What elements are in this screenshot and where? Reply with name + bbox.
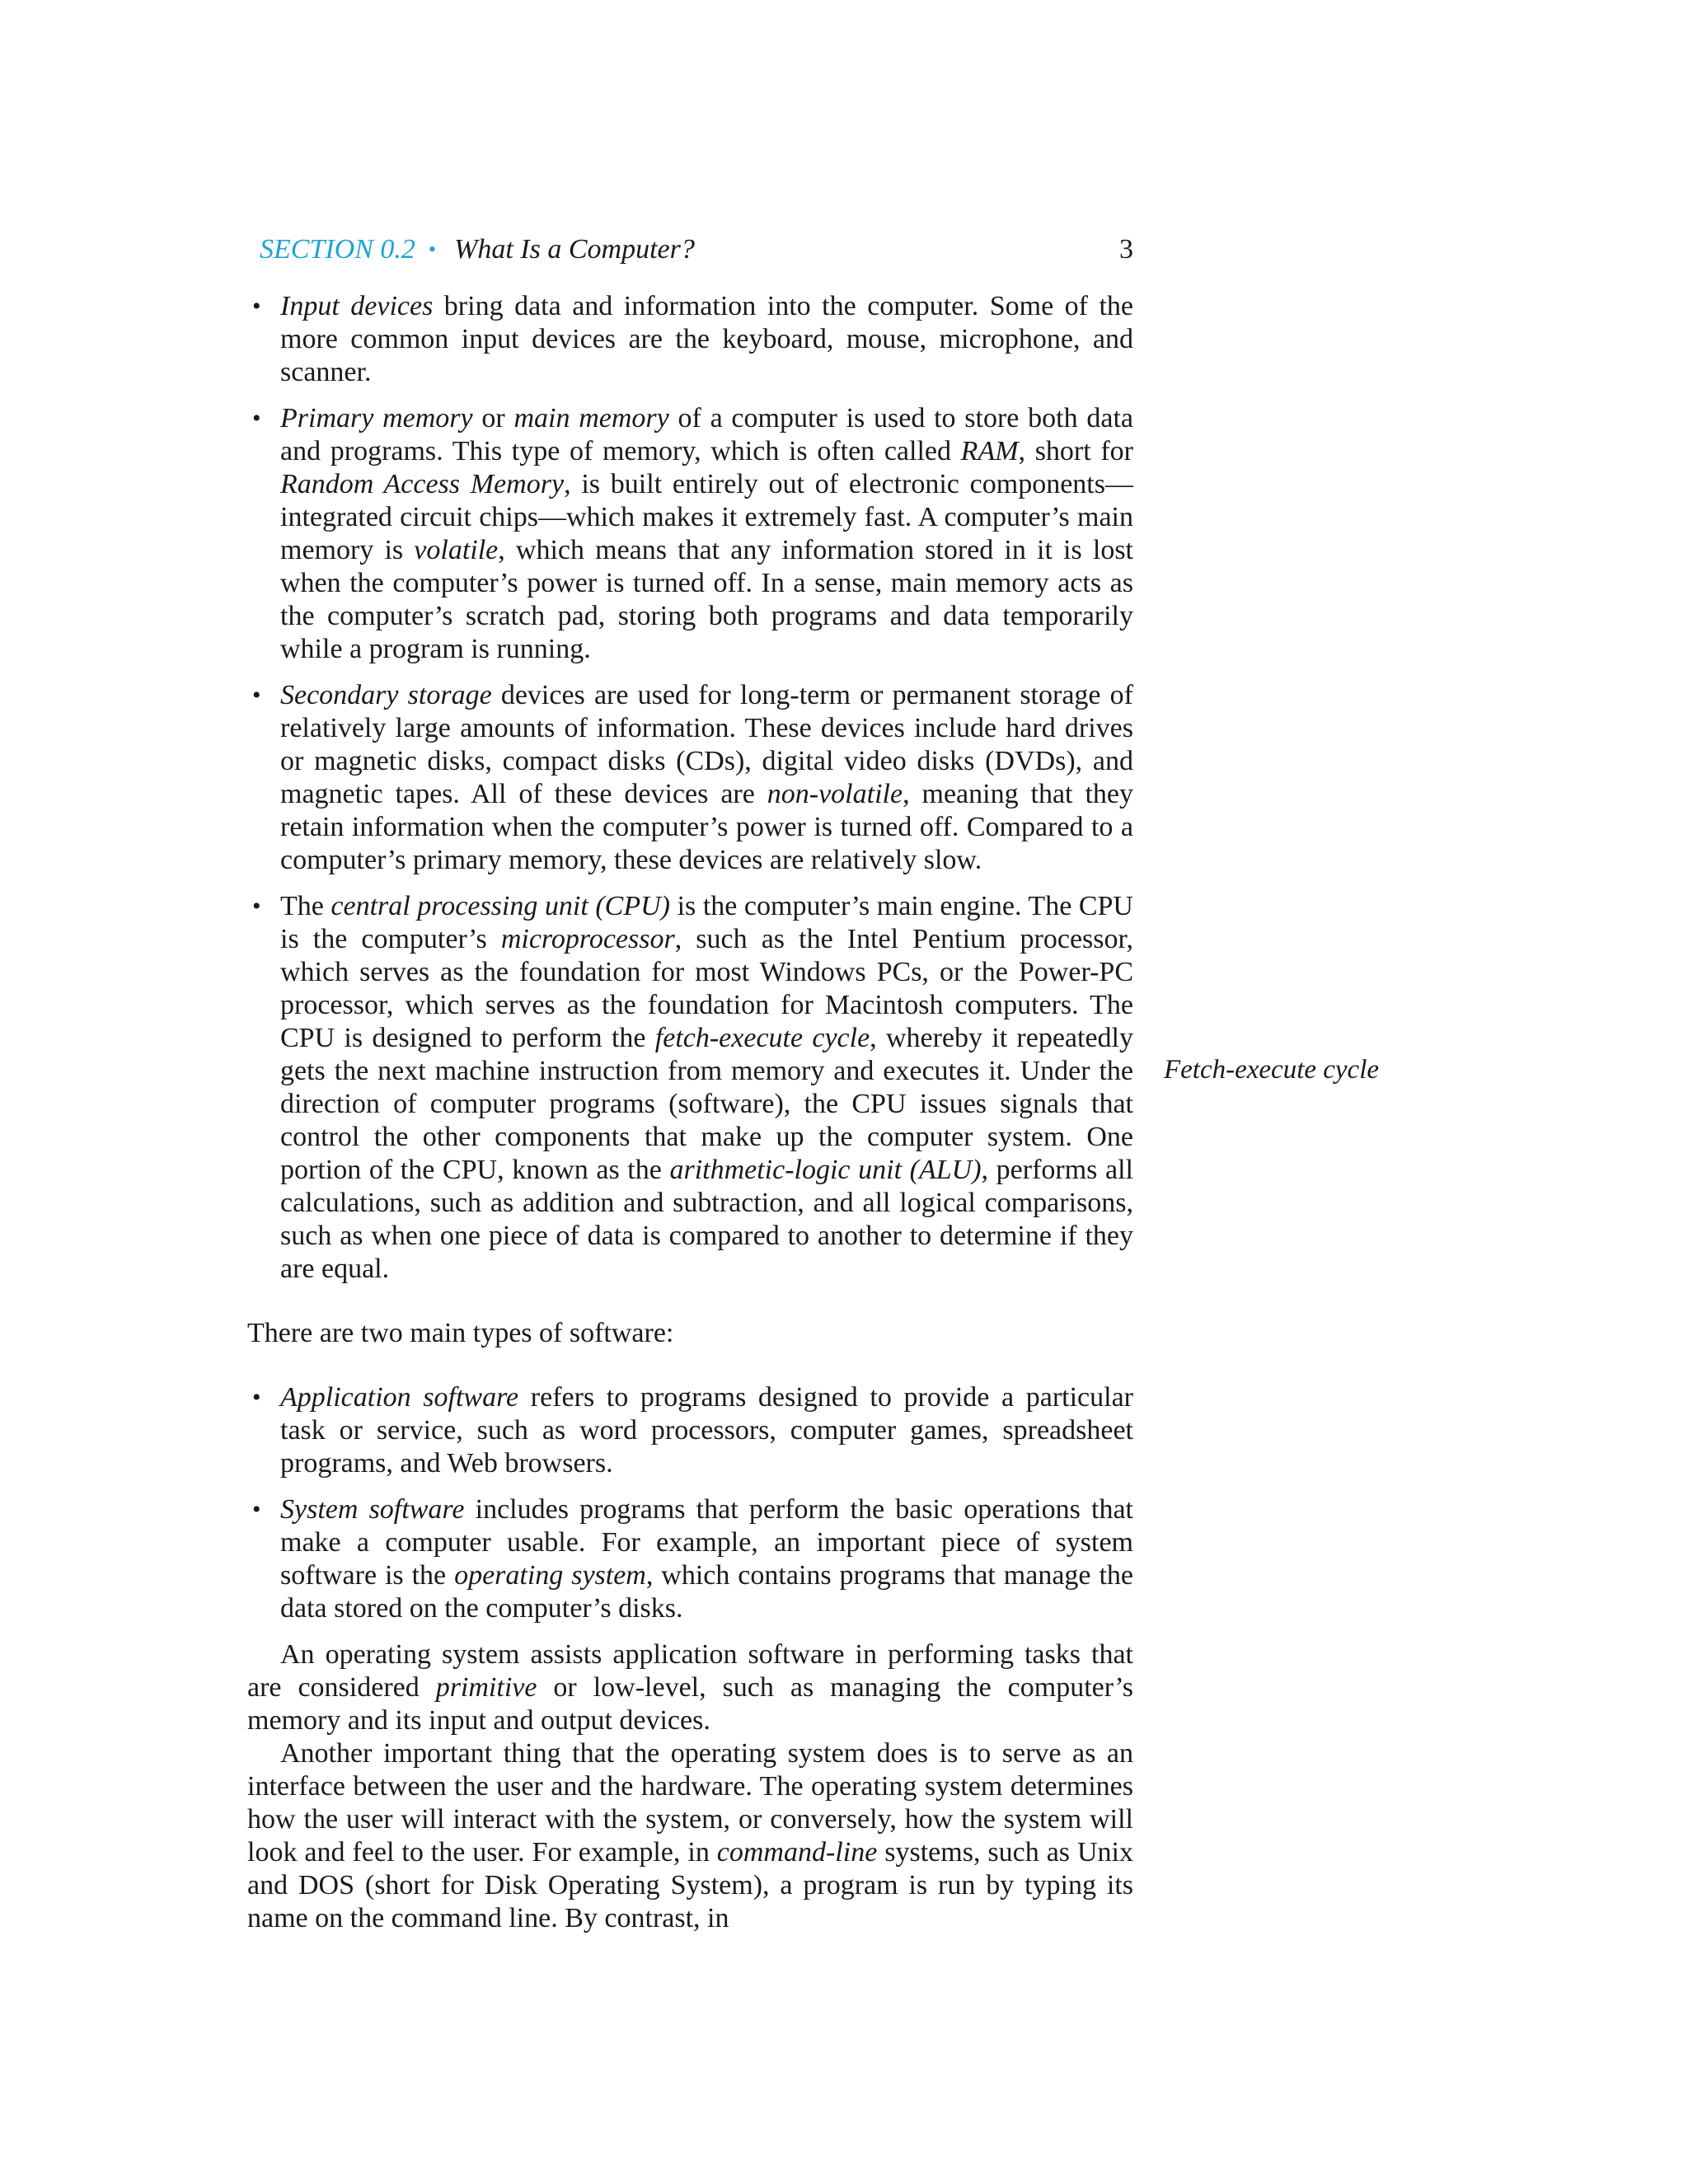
body-text <box>247 290 1133 1935</box>
bullet-icon: • <box>252 893 261 920</box>
bullet-icon: • <box>252 1496 261 1523</box>
text-run: refers to programs designed to provide a particular task or service, such as word processors, computer games, spreadsheet programs, and Web browsers. <box>280 1382 1133 1479</box>
emphasized-term: central processing unit (CPU) <box>331 891 671 921</box>
bullet-icon: • <box>252 405 261 432</box>
emphasized-term: microprocessor <box>500 924 675 954</box>
list-item <box>247 890 1133 1286</box>
text-run: of a computer is used to store both data and programs. This type of memory, which is often called <box>280 403 1133 466</box>
software-intro: There are two main types of software: <box>247 1318 674 1348</box>
emphasized-term: fetch-execute cycle <box>654 1023 870 1053</box>
text-run: , whereby it repeatedly gets the next machine instruction from memory and executes it. Under the direction of computer programs (software), the CPU issues signals that control the other components that make up the computer system. One portion of the CPU, known as the <box>280 1023 1134 1185</box>
emphasized-term: arithmetic-logic unit (ALU) <box>669 1155 982 1185</box>
paragraph <box>247 1638 1133 1737</box>
text-run: Another important thing that the operating system does is to serve as an interface between the user and the hardware. The operating system determines how the user will interact with the system, or conversely, how the system will look and feel to the user. For example, in <box>247 1738 1133 1868</box>
header-bullet: • <box>428 237 437 261</box>
section-title: What Is a Computer? <box>454 234 695 265</box>
text-run: is the computer’s main engine. The CPU is the computer’s <box>280 891 1133 954</box>
paragraph <box>247 1737 1133 1935</box>
emphasized-term: Primary memory <box>280 403 473 434</box>
emphasized-term: Random Access Memory <box>280 469 565 499</box>
text-run: systems, such as Unix and DOS (short for Disk Operating System), a program is run by typing its name on the command line. By contrast, in <box>247 1837 1133 1933</box>
emphasized-term: Input devices <box>280 291 434 321</box>
text-run: , performs all calculations, such as addition and subtraction, and all logical comparisons, such as when one piece of data is compared to another to determine if they are equal. <box>280 1155 1134 1284</box>
text-run: , meaning that they retain information when the computer’s power is turned off. Compared to a computer’s primary memory, these devices are relatively slow. <box>280 779 1133 875</box>
paragraphs <box>247 1638 1133 1935</box>
margin-note: Fetch-execute cycle <box>1164 1055 1380 1085</box>
text-run: or <box>472 403 514 434</box>
text-run: , which contains programs that manage the data stored on the computer’s disks. <box>280 1560 1133 1624</box>
list-item <box>247 1493 1133 1625</box>
text-run: includes programs that perform the basic operations that make a computer usable. For example, an important piece of system software is the <box>280 1494 1134 1591</box>
emphasized-term: Secondary storage <box>280 680 492 710</box>
text-run: devices are used for long-term or permanent storage of relatively large amounts of information. These devices include hard drives or magnetic disks, compact disks (CDs), digital video disks (DVDs), and magnetic tapes. All of these devices are <box>280 680 1133 809</box>
emphasized-term: primitive <box>435 1672 537 1703</box>
list-item <box>247 402 1133 666</box>
emphasized-term: volatile <box>414 535 499 565</box>
bullet-icon: • <box>252 682 261 709</box>
emphasized-term: Application software <box>280 1382 519 1413</box>
emphasized-term: command-line <box>716 1837 878 1868</box>
text-run: The <box>280 891 331 921</box>
text-run: , which means that any information stored in it is lost when the computer’s power is turned off. In a sense, main memory acts as the computer’s scratch pad, storing both programs and data temporarily while a program is running. <box>280 535 1133 664</box>
text-run: , such as the Intel Pentium processor, which serves as the foundation for most Windows PCs, or the Power-PC processor, which serves as the foundation for Macintosh computers. The CPU is designed to perform the <box>280 924 1133 1053</box>
text-run: , is built entirely out of electronic components—integrated circuit chips—which makes it extremely fast. A computer’s main memory is <box>280 469 1133 565</box>
text-run: , short for <box>1018 436 1133 466</box>
text-run: An operating system assists application software in performing tasks that are considered <box>247 1639 1133 1703</box>
text-run: bring data and information into the computer. Some of the more common input devices are the keyboard, mouse, microphone, and scanner. <box>280 291 1134 387</box>
list-item <box>247 290 1133 389</box>
bullet-icon: • <box>252 293 261 320</box>
list-item <box>247 679 1133 877</box>
running-header <box>260 229 1133 270</box>
section-label: SECTION 0.2 <box>260 234 415 265</box>
emphasized-term: non-volatile <box>767 779 903 809</box>
bullet-icon: • <box>252 1384 261 1411</box>
list-item <box>247 1381 1133 1480</box>
hardware-list <box>247 290 1133 1286</box>
emphasized-term: System software <box>280 1494 465 1525</box>
text-run: or low-level, such as managing the computer’s memory and its input and output devices. <box>247 1672 1133 1736</box>
emphasized-term: main memory <box>513 403 669 434</box>
emphasized-term: operating system <box>454 1560 646 1591</box>
page-number: 3 <box>1119 234 1133 265</box>
software-list <box>247 1381 1133 1625</box>
emphasized-term: RAM <box>960 436 1019 466</box>
